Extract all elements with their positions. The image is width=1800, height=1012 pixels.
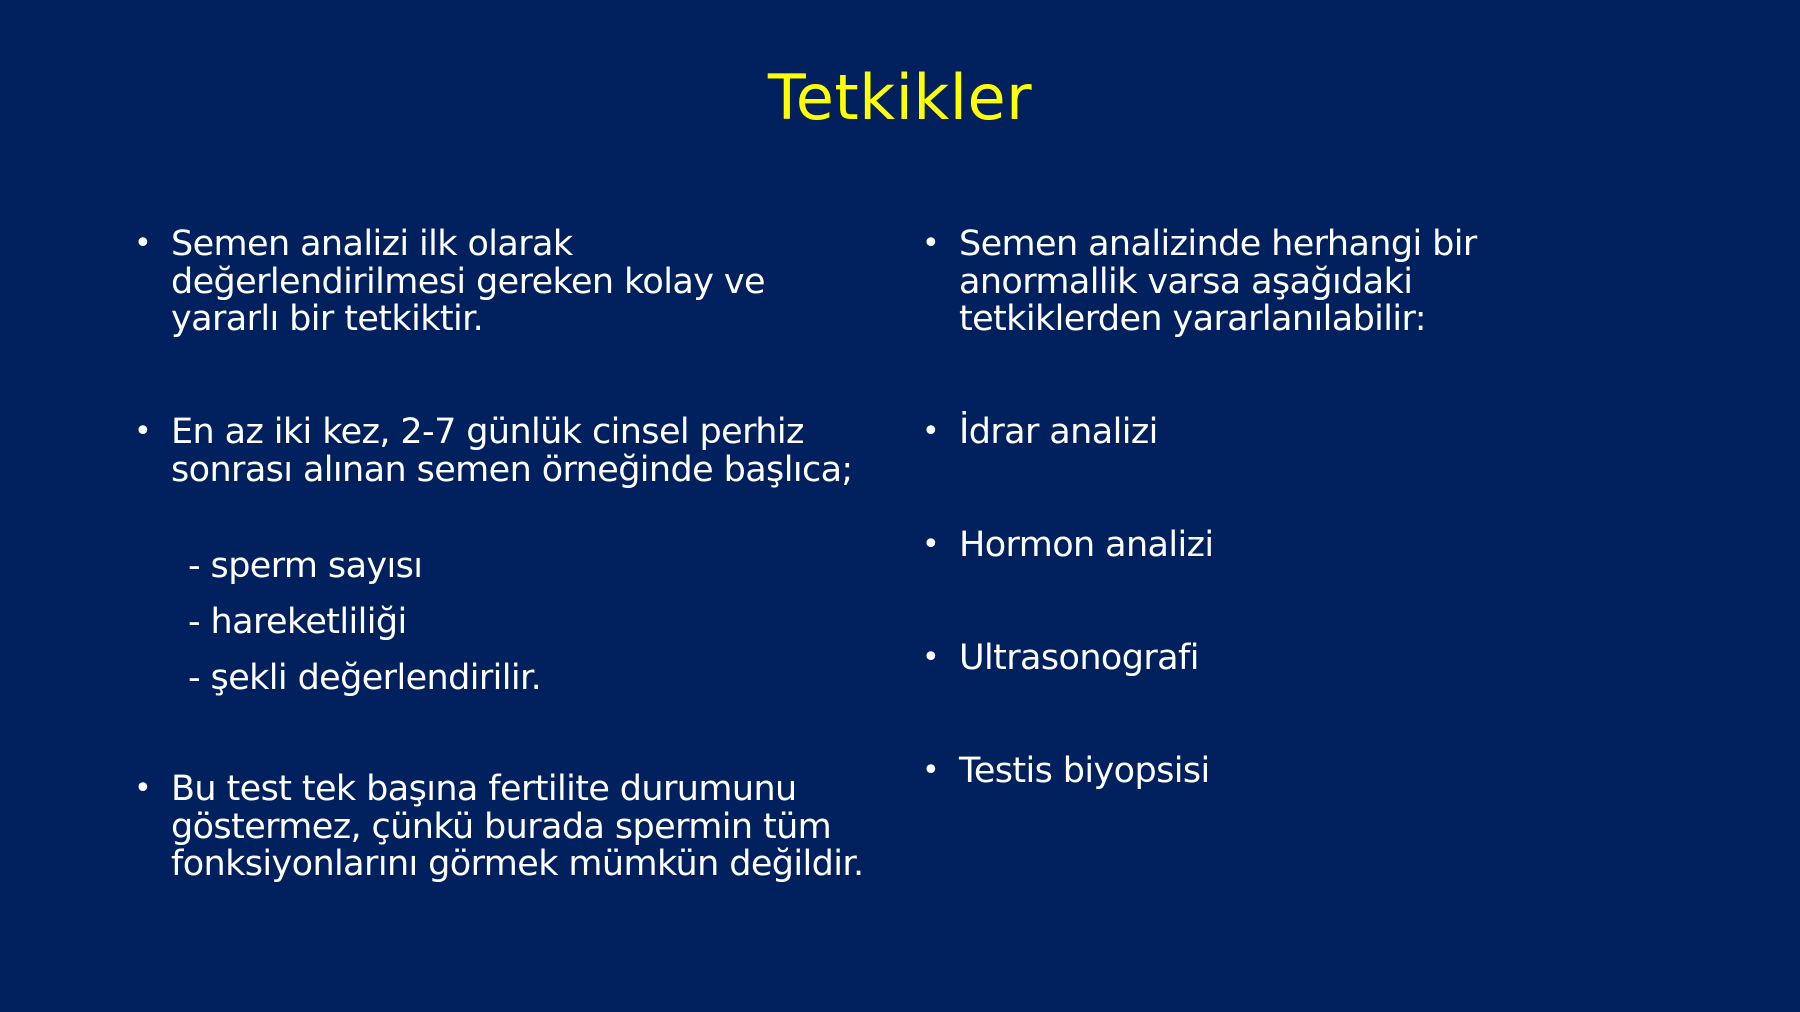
- bullet-dot: •: [134, 771, 152, 806]
- bullet-dot: •: [134, 414, 152, 449]
- right-bullet-3-text: Hormon analizi: [959, 525, 1214, 565]
- bullet-dot: •: [922, 753, 940, 788]
- right-bullet-4-text: Ultrasonografi: [959, 638, 1199, 678]
- right-bullet-5: [922, 753, 1662, 791]
- right-bullet-1-text: Semen analizinde herhangi bir anormallik varsa aşağıdaki tetkiklerden yararlanılabilir:: [959, 224, 1477, 339]
- right-bullet-4: [922, 640, 1662, 678]
- bullet-dot: •: [922, 414, 940, 449]
- bullet-dot: •: [922, 640, 940, 675]
- right-bullet-1: [922, 226, 1662, 339]
- left-bullet-2-text: En az iki kez, 2-7 günlük cinsel perhiz sonrası alınan semen örneğinde başlıca;: [171, 412, 853, 490]
- left-bullet-1: [134, 226, 874, 339]
- subitem-morphology: - şekli değerlendirilir.: [188, 658, 542, 698]
- left-bullet-2: [134, 414, 874, 489]
- bullet-dot: •: [134, 226, 152, 261]
- right-bullet-2-text: İdrar analizi: [959, 412, 1158, 452]
- subitem-sperm-count: - sperm sayısı: [188, 546, 423, 586]
- bullet-dot: •: [922, 527, 940, 562]
- left-bullet-1-text: Semen analizi ilk olarak değerlendirilmesi gereken kolay ve yararlı bir tetkiktir.: [171, 224, 765, 339]
- slide-title: Tetkikler: [767, 61, 1033, 134]
- right-bullet-3: [922, 527, 1662, 565]
- left-bullet-3-text: Bu test tek başına fertilite durumunu göstermez, çünkü burada spermin tüm fonksiyonlarını görmek mümkün değildir.: [171, 769, 864, 884]
- right-bullet-5-text: Testis biyopsisi: [959, 751, 1210, 791]
- subitem-motility: - hareketliliği: [188, 602, 407, 642]
- right-bullet-2: [922, 414, 1662, 452]
- bullet-dot: •: [922, 226, 940, 261]
- left-bullet-3: [134, 771, 874, 884]
